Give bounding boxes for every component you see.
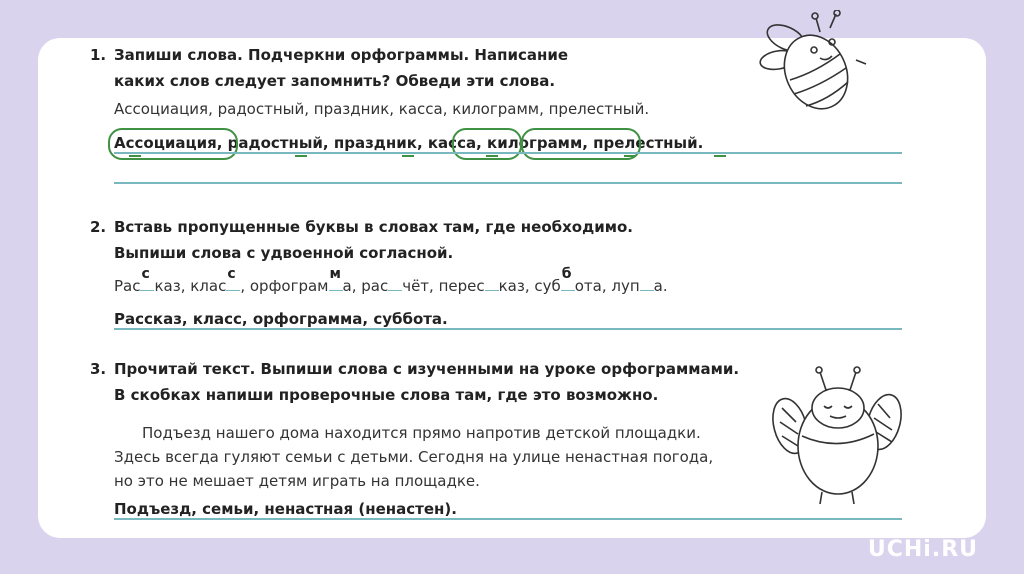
- bee-top-illustration: [758, 10, 868, 120]
- task3-text-line2: Здесь всегда гуляют семьи с детьми. Сегодня на улице ненастная погода,: [114, 448, 714, 466]
- answer-line: [114, 152, 902, 154]
- task2-heading: [90, 214, 633, 266]
- task2-exercise: [114, 266, 668, 295]
- blank: [640, 276, 654, 291]
- exercise-text: а.: [653, 277, 668, 295]
- orthogram-mark: [295, 155, 307, 157]
- task2-line2: Выпиши слова с удвоенной согласной.: [114, 244, 454, 262]
- exercise-text: , орфограм: [240, 277, 329, 295]
- inserted-letter: б: [561, 266, 572, 282]
- task3-text-line3: но это не мешает детям играть на площадке.: [114, 472, 480, 490]
- inserted-letter: с: [141, 266, 150, 282]
- task3-line2: В скобках напиши проверочные слова там, где это возможно.: [114, 386, 659, 404]
- task1-words: Ассоциация, радостный, праздник, касса, килограмм, прелестный.: [114, 100, 650, 118]
- orthogram-mark: [486, 155, 498, 157]
- exercise-text: Рас: [114, 277, 141, 295]
- exercise-text: чёт, перес: [402, 277, 485, 295]
- task3-number: 3.: [90, 360, 107, 378]
- task3-heading: [90, 356, 739, 408]
- exercise-text: каз, клас: [154, 277, 227, 295]
- task1-answer: Ассоциация, радостный, праздник, касса, килограмм, прелестный.: [114, 134, 704, 152]
- task3-text-line1: Подъезд нашего дома находится прямо напротив детской площадки.: [142, 424, 701, 442]
- answer-line: [114, 328, 902, 330]
- exercise-text: ота, луп: [574, 277, 640, 295]
- blank: [226, 266, 240, 291]
- orthogram-mark: [624, 155, 636, 157]
- bee-bottom-illustration: [768, 356, 908, 506]
- inserted-letter: с: [227, 266, 236, 282]
- blank: [561, 266, 575, 291]
- blank: [485, 276, 499, 291]
- blank: [388, 276, 402, 291]
- task2-line1: Вставь пропущенные буквы в словах там, где необходимо.: [114, 218, 633, 236]
- worksheet-card: [38, 38, 986, 538]
- blank: [329, 266, 343, 291]
- task1-line1: Запиши слова. Подчеркни орфограммы. Написание: [114, 46, 569, 64]
- task2-number: 2.: [90, 218, 107, 236]
- task2-answer: Рассказ, класс, орфограмма, суббота.: [114, 310, 448, 328]
- orthogram-mark: [402, 155, 414, 157]
- exercise-text: а, рас: [342, 277, 389, 295]
- task1-line2: каких слов следует запомнить? Обведи эти слова.: [114, 72, 556, 90]
- orthogram-mark: [129, 155, 141, 157]
- circle-associaciya: [108, 128, 238, 160]
- exercise-text: каз, суб: [498, 277, 561, 295]
- task3-line1: Прочитай текст. Выпиши слова с изученными на уроке орфограммами.: [114, 360, 740, 378]
- task1-number: 1.: [90, 46, 107, 64]
- answer-line: [114, 518, 902, 520]
- blank: [140, 266, 154, 291]
- task3-answer: Подъезд, семьи, ненастная (ненастен).: [114, 500, 457, 518]
- task1-heading: [90, 42, 568, 94]
- circle-kilogramm: [521, 128, 641, 160]
- orthogram-mark: [714, 155, 726, 157]
- brand-logo: UCHi.RU: [867, 537, 978, 562]
- answer-line: [114, 182, 902, 184]
- inserted-letter: м: [329, 266, 341, 282]
